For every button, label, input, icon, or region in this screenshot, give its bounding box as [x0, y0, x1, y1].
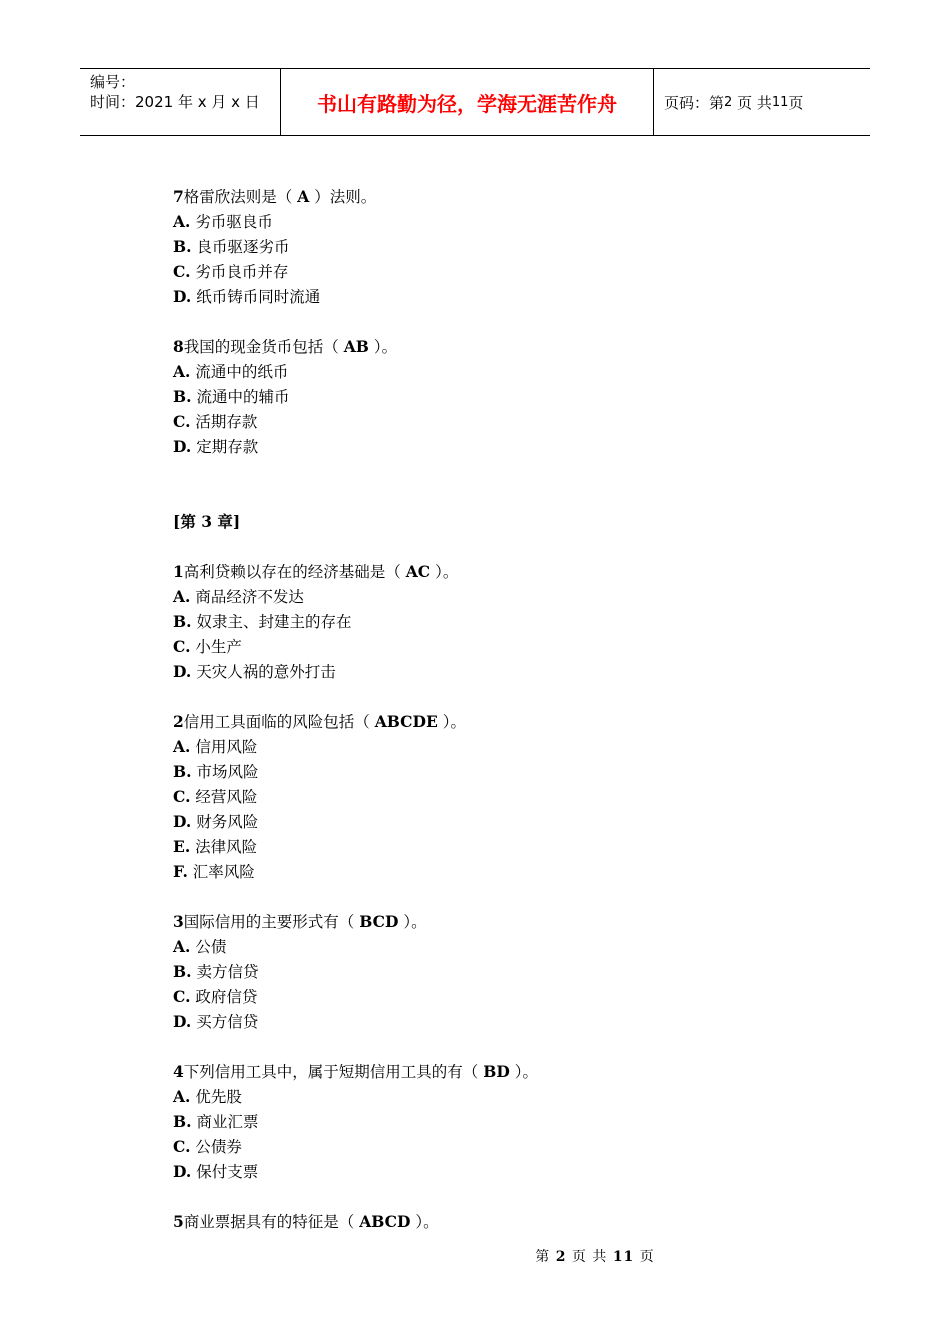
- option-text: 商业汇票: [196, 1113, 259, 1131]
- question-answer: ABCDE: [374, 712, 438, 731]
- question-number: 3: [173, 912, 184, 931]
- answer-option: [173, 1134, 863, 1159]
- option-text: 法律风险: [195, 838, 258, 856]
- option-text: 流通中的纸币: [195, 363, 289, 381]
- page-header: [80, 68, 870, 136]
- answer-option: [173, 634, 863, 659]
- answer-option: [173, 1109, 863, 1134]
- option-text: 政府信贷: [195, 988, 258, 1006]
- option-text: 商品经济不发达: [195, 588, 304, 606]
- option-text: 经营风险: [195, 788, 258, 806]
- answer-option: [173, 859, 863, 884]
- question-block: [173, 709, 863, 884]
- question-text: 商业票据具有的特征是（: [183, 1213, 355, 1231]
- answer-option: [173, 959, 863, 984]
- question-text: 下列信用工具中，属于短期信用工具的有（: [183, 1063, 479, 1081]
- option-letter: C.: [173, 1137, 191, 1156]
- option-letter: A.: [173, 737, 191, 756]
- question-answer: BD: [483, 1062, 510, 1081]
- question-content: [173, 184, 863, 1234]
- answer-option: [173, 809, 863, 834]
- option-text: 良币驱逐劣币: [196, 238, 290, 256]
- answer-option: [173, 409, 863, 434]
- question-stem: [173, 909, 863, 934]
- page-footer: [0, 1246, 950, 1266]
- option-letter: A.: [173, 362, 191, 381]
- footer-prefix: 第: [535, 1249, 551, 1265]
- option-letter: D.: [173, 437, 192, 456]
- header-page-cell: [654, 69, 870, 135]
- option-letter: C.: [173, 787, 191, 806]
- document-number-label: 编号：: [90, 73, 136, 91]
- question-answer: AB: [343, 337, 369, 356]
- answer-option: [173, 934, 863, 959]
- option-text: 活期存款: [195, 413, 258, 431]
- option-letter: A.: [173, 212, 191, 231]
- option-text: 买方信贷: [196, 1013, 259, 1031]
- option-text: 流通中的辅币: [196, 388, 290, 406]
- option-text: 卖方信贷: [196, 963, 259, 981]
- option-text: 优先股: [195, 1088, 242, 1106]
- answer-option: [173, 609, 863, 634]
- answer-option: [173, 584, 863, 609]
- option-letter: D.: [173, 812, 192, 831]
- question-text: 信用工具面临的风险包括（: [183, 713, 370, 731]
- option-letter: B.: [173, 1112, 192, 1131]
- option-letter: C.: [173, 637, 191, 656]
- question-answer: BCD: [359, 912, 399, 931]
- answer-option: [173, 1159, 863, 1184]
- question-answer: A: [297, 187, 310, 206]
- option-letter: D.: [173, 287, 192, 306]
- answer-option: [173, 984, 863, 1009]
- question-stem: [173, 709, 863, 734]
- option-letter: B.: [173, 387, 192, 406]
- question-tail: ）。: [514, 1063, 538, 1081]
- question-block: [173, 909, 863, 1034]
- answer-option: [173, 659, 863, 684]
- question-stem: [173, 1059, 863, 1084]
- question-tail: ）。: [403, 913, 427, 931]
- footer-suffix: 页: [639, 1249, 655, 1265]
- answer-option: [173, 359, 863, 384]
- header-meta-cell: [80, 69, 281, 135]
- option-text: 市场风险: [196, 763, 259, 781]
- answer-option: [173, 434, 863, 459]
- question-number: 7: [173, 187, 184, 206]
- option-text: 定期存款: [196, 438, 259, 456]
- answer-option: [173, 209, 863, 234]
- header-page-total: 11: [771, 94, 789, 110]
- option-letter: E.: [173, 837, 191, 856]
- option-text: 保付支票: [196, 1163, 259, 1181]
- header-page-suffix: 页: [788, 93, 804, 112]
- question-block: [173, 334, 863, 459]
- answer-option: [173, 234, 863, 259]
- question-text: 高利贷赖以存在的经济基础是（: [183, 563, 401, 581]
- question-group-chapter-3: [173, 559, 863, 1234]
- question-text: 国际信用的主要形式有（: [183, 913, 355, 931]
- footer-mid: 页 共: [571, 1249, 608, 1265]
- option-text: 劣币良币并存: [195, 263, 289, 281]
- header-page-mid: 页 共: [737, 93, 772, 112]
- option-letter: F.: [173, 862, 188, 881]
- header-motto: 书山有路勤为径，学海无涯苦作舟: [317, 91, 617, 116]
- question-text: 我国的现金货币包括（: [183, 338, 339, 356]
- option-text: 公债券: [195, 1138, 242, 1156]
- question-number: 8: [173, 337, 184, 356]
- answer-option: [173, 784, 863, 809]
- option-letter: B.: [173, 762, 192, 781]
- option-text: 奴隶主、封建主的存在: [196, 613, 352, 631]
- option-text: 汇率风险: [192, 863, 255, 881]
- chapter-heading: [第 3 章]: [173, 512, 241, 531]
- question-block: [173, 1059, 863, 1184]
- option-letter: D.: [173, 1162, 192, 1181]
- question-number: 1: [173, 562, 184, 581]
- option-letter: D.: [173, 1012, 192, 1031]
- question-tail: ）。: [373, 338, 398, 356]
- question-number: 4: [173, 1062, 184, 1081]
- option-text: 小生产: [195, 638, 242, 656]
- document-time-label: 时间：2021 年 x 月 x 日: [90, 93, 260, 111]
- header-page-current: 2: [724, 94, 733, 110]
- question-group-previous: [173, 184, 863, 459]
- option-letter: B.: [173, 237, 192, 256]
- option-letter: C.: [173, 262, 191, 281]
- answer-option: [173, 284, 863, 309]
- option-letter: C.: [173, 987, 191, 1006]
- header-page-prefix: 页码：第: [664, 93, 725, 112]
- answer-option: [173, 1084, 863, 1109]
- option-letter: A.: [173, 937, 191, 956]
- option-letter: B.: [173, 612, 192, 631]
- question-tail: ）。: [442, 713, 466, 731]
- question-tail: ）法则。: [314, 188, 377, 206]
- answer-option: [173, 384, 863, 409]
- question-answer: ABCD: [359, 1212, 411, 1231]
- option-text: 劣币驱良币: [195, 213, 273, 231]
- option-letter: C.: [173, 412, 191, 431]
- option-letter: D.: [173, 662, 192, 681]
- question-stem: [173, 1209, 863, 1234]
- question-stem: [173, 184, 863, 209]
- header-motto-cell: [281, 69, 654, 135]
- footer-page-current: 2: [555, 1249, 567, 1265]
- answer-option: [173, 1009, 863, 1034]
- option-text: 财务风险: [196, 813, 259, 831]
- question-text: 格雷欣法则是（: [183, 188, 293, 206]
- question-tail: ）。: [435, 563, 459, 581]
- option-text: 信用风险: [195, 738, 258, 756]
- option-text: 天灾人祸的意外打击: [196, 663, 336, 681]
- question-block: [173, 184, 863, 309]
- option-letter: A.: [173, 587, 191, 606]
- option-text: 纸币铸币同时流通: [196, 288, 321, 306]
- answer-option: [173, 734, 863, 759]
- question-answer: AC: [405, 562, 431, 581]
- question-block: [173, 1209, 863, 1234]
- option-letter: A.: [173, 1087, 191, 1106]
- question-tail: ）。: [415, 1213, 439, 1231]
- answer-option: [173, 259, 863, 284]
- option-text: 公债: [195, 938, 227, 956]
- option-letter: B.: [173, 962, 192, 981]
- answer-option: [173, 834, 863, 859]
- question-stem: [173, 334, 863, 359]
- question-block: [173, 559, 863, 684]
- question-number: 5: [173, 1212, 184, 1231]
- question-stem: [173, 559, 863, 584]
- question-number: 2: [173, 712, 184, 731]
- answer-option: [173, 759, 863, 784]
- footer-page-total: 11: [612, 1249, 635, 1265]
